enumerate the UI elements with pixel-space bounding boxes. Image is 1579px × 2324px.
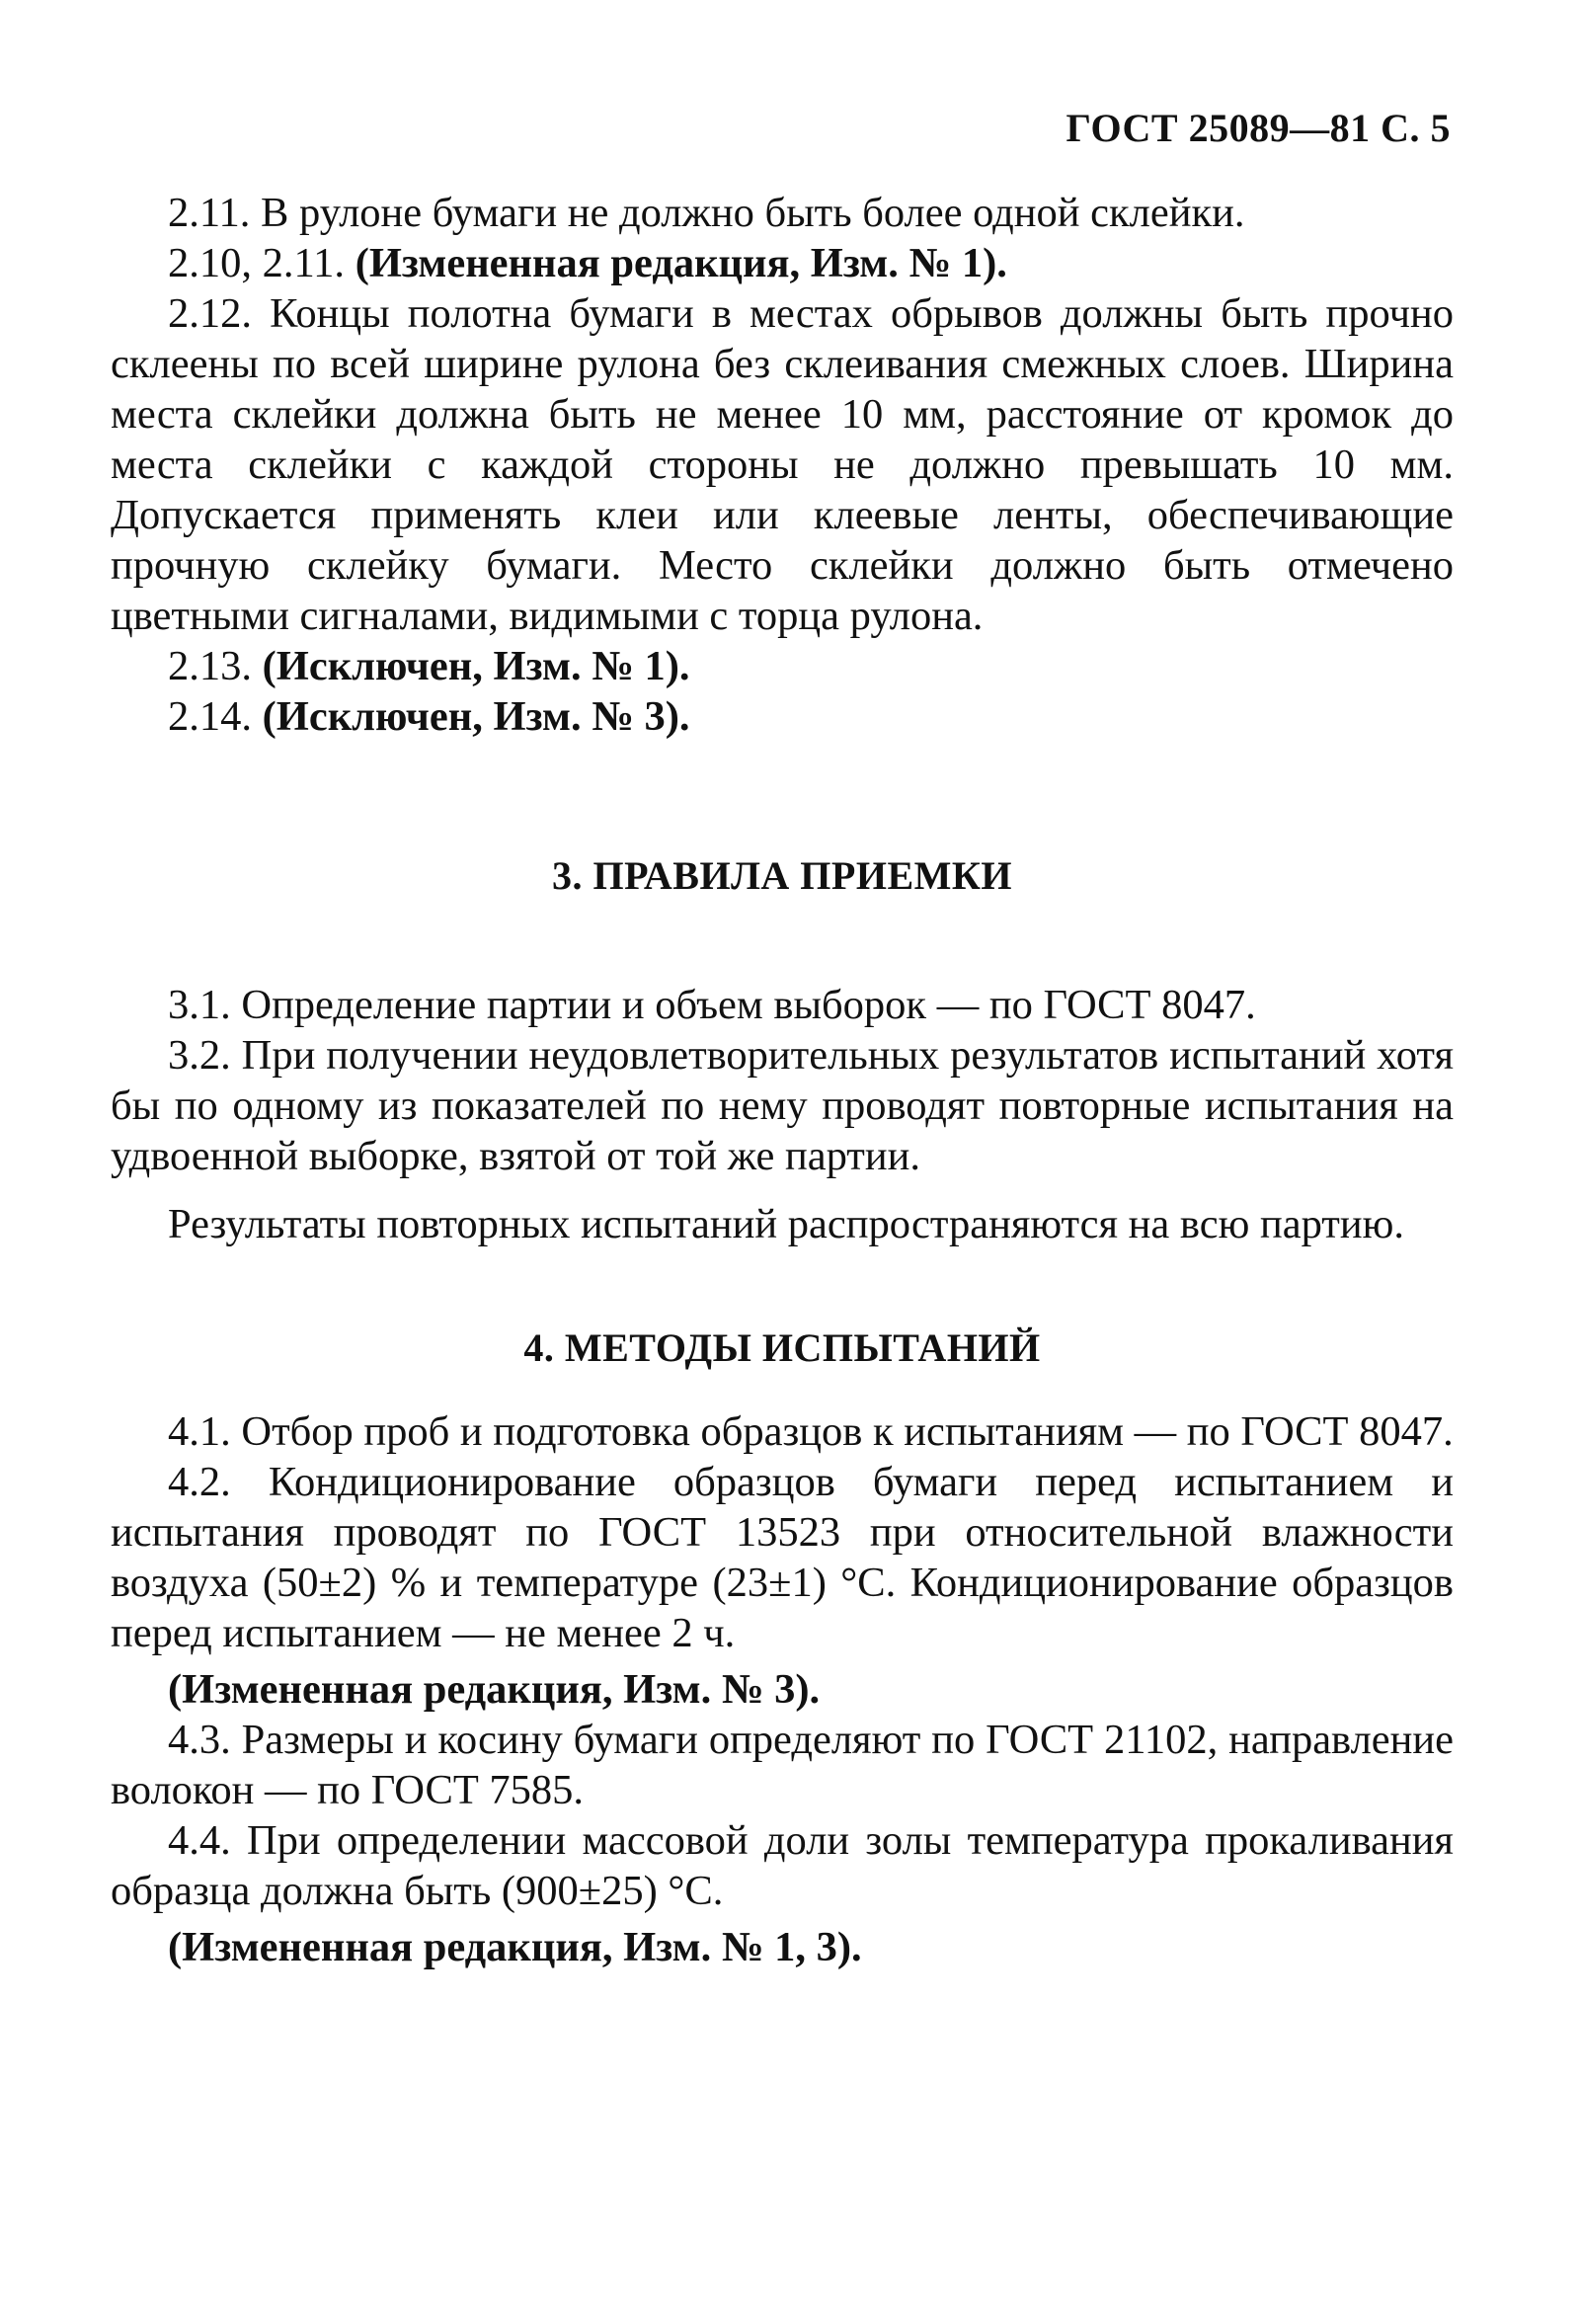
clause-3-1: 3.1. Определение партии и объем выборок — по ГОСТ 8047. (168, 982, 1256, 1028)
running-header: ГОСТ 25089—81 С. 5 (1066, 106, 1451, 150)
excluded-note-2-13: (Исключен, Изм. № 1). (262, 643, 690, 689)
clause-number-2-10-2-11: 2.10, 2.11. (168, 240, 355, 286)
clause-2-13 (111, 641, 1454, 691)
clause-4-1: 4.1. Отбор проб и подготовка образцов к испытаниям — по ГОСТ 8047. (168, 1408, 1454, 1455)
clause-4-2: 4.2. Кондиционирование образцов бумаги перед испытанием и испытания проводят по ГОСТ 13523 при относительной влажности воздуха (50±2) % и температуре (23±1) °С. Кондиционирование образцов перед испытанием — не менее 2 ч. (111, 1459, 1454, 1656)
clause-number-2-14: 2.14. (168, 693, 263, 740)
section-3-heading: 3. ПРАВИЛА ПРИЕМКИ (551, 853, 1012, 898)
clause-3-2: 3.2. При получении неудовлетворительных результатов испытаний хотя бы по одному из показателей по нему проводят повторные испытания на удвоенной выборке, взятой от той же партии. (111, 1032, 1454, 1179)
clause-2-11: 2.11. В рулоне бумаги не должно быть более одной склейки. (168, 190, 1245, 236)
clause-2-12: 2.12. Концы полотна бумаги в местах обрывов должны быть прочно склеены по всей ширине рулона без склеивания смежных слоев. Ширина места склейки должна быть не менее 10 мм, расстояние от кромок до места склейки с каждой стороны не должно превышать 10 мм. Допускается применять клеи или клеевые ленты, обеспечивающие прочную склейку бумаги. Место склейки должно быть отмечено цветными сигналами, видимыми с торца рулона. (111, 290, 1454, 639)
clause-number-2-13: 2.13. (168, 643, 263, 689)
amendment-note-4-2: (Измененная редакция, Изм. № 3). (168, 1666, 821, 1713)
amendment-note-2-10-2-11 (111, 238, 1454, 288)
excluded-note-2-14: (Исключен, Изм. № 3). (262, 693, 690, 740)
section-4-heading: 4. МЕТОДЫ ИСПЫТАНИЙ (523, 1325, 1041, 1370)
page-body (111, 188, 1454, 1972)
amendment-note-4-4: (Измененная редакция, Изм. № 1, 3). (168, 1924, 862, 1970)
clause-4-4: 4.4. При определении массовой доли золы температура прокаливания образца должна быть (900±25) °С. (111, 1817, 1454, 1914)
amendment-note-text: (Измененная редакция, Изм. № 1). (355, 240, 1007, 286)
clause-3-2-results: Результаты повторных испытаний распространяются на всю партию. (168, 1201, 1404, 1247)
clause-2-14 (111, 691, 1454, 742)
clause-4-3: 4.3. Размеры и косину бумаги определяют по ГОСТ 21102, направление волокон — по ГОСТ 7585. (111, 1717, 1454, 1813)
